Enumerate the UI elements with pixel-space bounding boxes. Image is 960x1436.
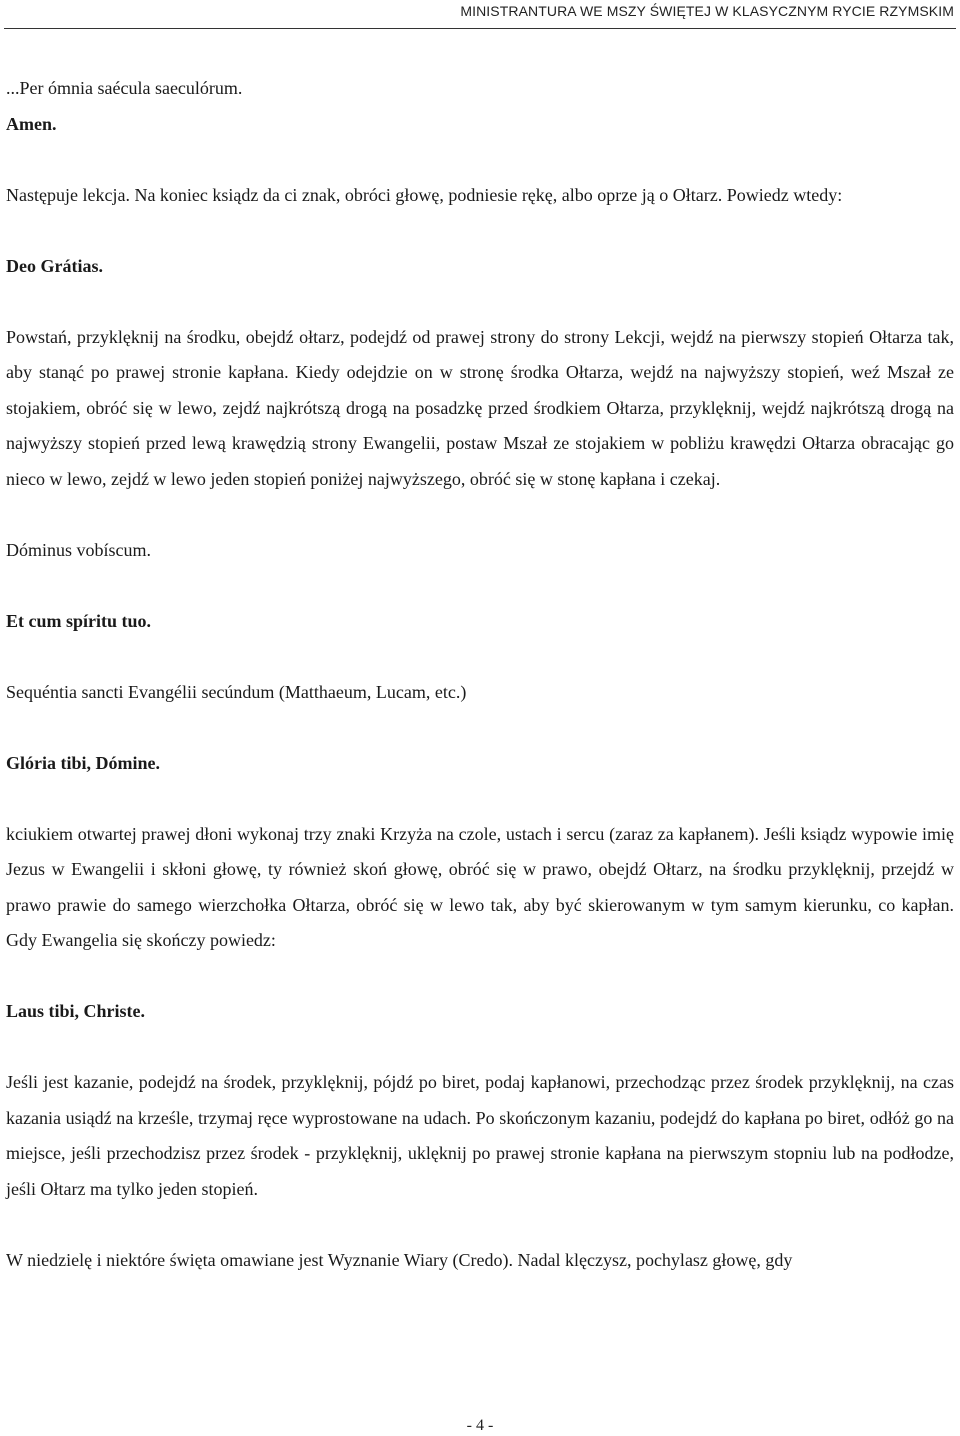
response-per-omnia: ...Per ómnia saécula saeculórum. [6,78,243,98]
response-deo-gratias: Deo Grátias. [6,255,103,276]
page-number: - 4 - [466,1417,494,1434]
running-header: MINISTRANTURA WE MSZY ŚWIĘTEJ W KLASYCZNYM RYCIE RZYMSKIM [460,3,954,19]
instruction-kazanie: Jeśli jest kazanie, podejdź na środek, przyklęknij, pójdź po biret, podaj kapłanowi, przechodząc przez środek przyklęknij, na czas kazania usiądź na krześle, trzymaj ręce wyprostowane na udach. Po skończonym kazaniu, podejdź do kapłana po biret, odłóż go na miejsce, jeśli przechodzisz przez środek - przyklęknij, uklęknij po prawej stronie kapłana na pierwszym stopniu lub na podłodze, jeśli Ołtarz ma tylko jeden stopień. [6,1072,954,1199]
response-gloria-tibi: Glória tibi, Dómine. [6,752,160,773]
response-et-cum-spiritu: Et cum spíritu tuo. [6,610,152,631]
response-laus-tibi: Laus tibi, Christe. [6,1001,146,1021]
header-rule [4,28,956,29]
instruction-credo: W niedzielę i niektóre święta omawiane jest Wyznanie Wiary (Credo). Nadal klęczysz, pochylasz głowę, gdy [6,1249,793,1270]
instruction-ewangelia: kciukiem otwartej prawej dłoni wykonaj trzy znaki Krzyża na czole, ustach i sercu (zaraz za kapłanem). Jeśli ksiądz wypowie imię Jezus w Ewangelii i skłoni głowę, ty również skoń głowę, obróć się w prawo, obejdź Ołtarz, na środku przyklęknij, przejdź w prawo prawie do samego wierzchołka Ołtarza, obróć się w lewo tak, aby być skierowanym w tym samym kierunku, co kapłan. Gdy Ewangelia się skończy powiedz: [6,823,954,950]
response-amen: Amen. [6,113,57,134]
instruction-lekcja: Następuje lekcja. Na koniec ksiądz da ci znak, obróci głowę, podniesie rękę, albo oprze ją o Ołtarz. Powiedz wtedy: [6,184,843,205]
versicle-dominus-vobiscum: Dóminus vobíscum. [6,539,152,560]
versicle-sequentia: Sequéntia sancti Evangélii secúndum (Matthaeum, Lucam, etc.) [6,681,467,702]
instruction-mszal: Powstań, przyklęknij na środku, obejdź ołtarz, podejdź od prawej strony do strony Lekcji, wejdź na pierwszy stopień Ołtarza tak, aby stanąć po prawej stronie kapłana. Kiedy odejdzie on w stronę środka Ołtarza, wejdź na najwyższy stopień, weź Mszał ze stojakiem, obróć się w lewo, zejdź najkrótszą drogą na posadzkę przed środkiem Ołtarza, przyklęknij, wejdź najkrótszą drogą na najwyższy stopień przed lewą krawędzią strony Ewangelii, postaw Mszał ze stojakiem w pobliżu krawędzi Ołtarza obracając go nieco w lewo, zejdź w lewo jeden stopień poniżej najwyższego, obróć się w stonę kapłana i czekaj. [6,326,954,489]
document-body [6,71,954,1314]
